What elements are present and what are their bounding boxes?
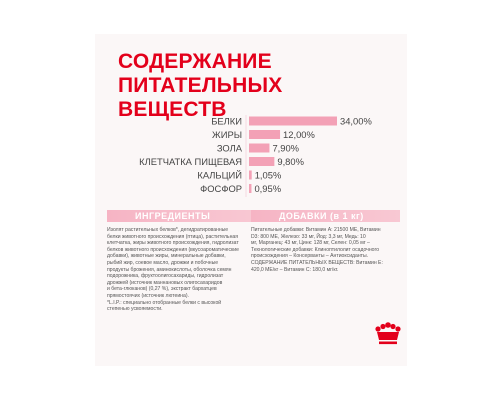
additives-heading: ДОБАВКИ (в 1 кг) [279,211,364,221]
value-label: 9,80% [277,155,304,167]
category-label: БЕЛКИ [211,115,242,127]
nutrient-bar [249,171,252,180]
category-label: КАЛЬЦИЙ [197,169,242,181]
value-label: 0,95% [254,182,282,194]
page-title: СОДЕРЖАНИЕ ПИТАТЕЛЬНЫХ ВЕЩЕСТВ [118,50,283,121]
nutrient-bar [249,144,269,153]
category-label: ЗОЛА [216,142,242,154]
value-label: 34,00% [340,115,372,127]
ingredients-text: Изолят растительных белков*, дегидратированные белки животного происхождения (птица), растительная клетчатка, жиры животного происхождения, гидролизат белков животного происхождения (вкусоароматические добавки), животные жиры, минеральные добавки, рыбий жир, соевое масло, дрожжи и побочные продукты брожения, аминокислоты, оболочка семян подорожника, фруктоолигосахариды, гидролизат дрожжей (источник маннановых олигосахаридов и бета-глюканов) (0,27 %), экстракт бархатцев прямостоячих (источник лютеина). *L.I.P.: специально отобранные белки с высокой степенью усвояемости. [107,227,239,313]
crown-logo-icon [374,322,402,348]
nutrient-bar [249,184,251,193]
ingredients-header [107,210,256,222]
additives-header [251,210,400,222]
category-label: ЖИРЫ [212,128,242,140]
ingredients-heading: ИНГРЕДИЕНТЫ [135,211,211,221]
value-label: 12,00% [283,128,315,140]
value-label: 7,90% [272,142,300,154]
category-label: ФОСФОР [200,182,242,194]
value-label: 1,05% [254,169,282,181]
additives-text: Питательные добавки: Витамин А: 21500 МЕ, Витамин D3: 800 МЕ, Железо: 33 мг, Йод: 3,3 мг, Медь: 10 мг, Марганец: 43 мг, Цинк: 128 мг, Селен: 0,05 мг – Технологические добавки: Клиноптилолит осадочного происхождения – Консерванты – Антиоксиданты. СОДЕРЖАНИЕ ПИТАТЕЛЬНЫХ ВЕЩЕСТВ: Витамин Е: 420,0 МЕ/кг – Витамин С: 180,0 мг/кг. [251,227,383,273]
nutrient-bar [249,130,280,139]
category-label: КЛЕТЧАТКА ПИЩЕВАЯ [139,155,242,167]
nutrient-bar [249,157,274,166]
nutrient-bar [249,117,337,126]
